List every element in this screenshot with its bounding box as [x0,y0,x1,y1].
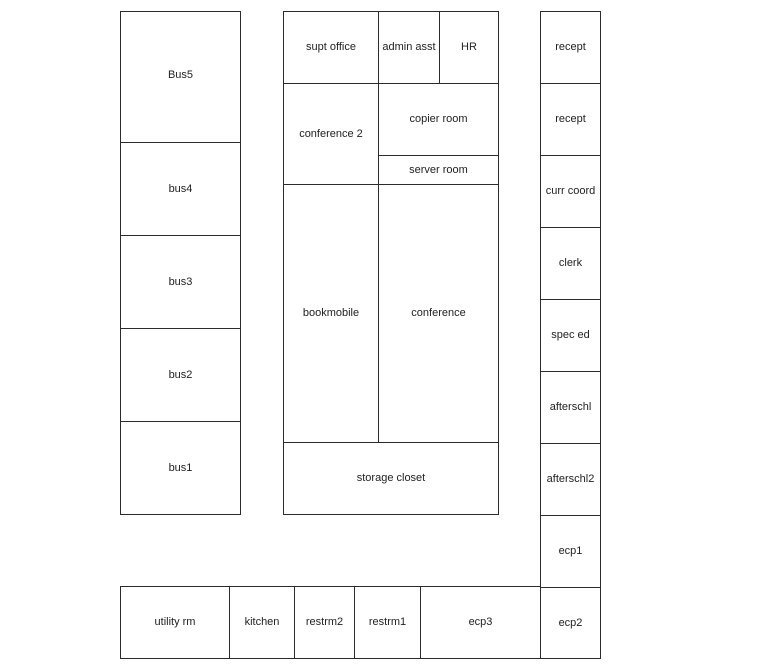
room-label: conference [411,307,466,319]
room-label: recept [555,113,586,125]
room-restrm1 [354,586,421,659]
room-afterschl2 [540,443,601,516]
room-spec-ed [540,299,601,372]
room-label: bus3 [168,275,193,288]
room-recept-1 [540,11,601,84]
room-label: bus4 [168,182,193,195]
room-admin-asst [378,11,440,84]
room-label: Bus5 [167,69,194,81]
room-label: server room [409,163,468,176]
room-bus4 [120,142,241,236]
room-curr-coord [540,155,601,228]
room-ecp2 [540,587,601,659]
room-clerk [540,227,601,300]
room-label: bus2 [168,368,193,381]
room-label: admin asst [382,41,436,53]
room-utility-rm [120,586,230,659]
room-label: HR [461,41,477,53]
room-label: restrm2 [305,616,344,628]
room-bus5 [120,11,241,143]
room-label: storage closet [356,472,426,484]
room-restrm2 [294,586,355,659]
room-label: utility rm [154,616,196,628]
room-supt-office [283,11,379,84]
room-kitchen [229,586,295,659]
room-label: curr coord [545,185,596,197]
room-storage-closet [283,442,499,515]
room-label: ecp2 [558,616,583,629]
room-server-room [378,155,499,185]
room-label: copier room [409,113,468,125]
room-label: spec ed [551,329,590,341]
room-afterschl [540,371,601,444]
room-bus1 [120,421,241,515]
room-copier-room [378,83,499,156]
room-label: afterschl2 [546,473,595,485]
room-label: supt office [306,41,356,53]
room-label: restrm1 [368,616,407,628]
room-ecp1 [540,515,601,588]
room-bookmobile [283,184,379,443]
room-label: ecp1 [558,545,583,557]
room-conference-2 [283,83,379,185]
room-label: kitchen [244,616,280,628]
room-recept-2 [540,83,601,156]
room-ecp3 [420,586,541,659]
room-label: afterschl [549,401,592,413]
room-label: bookmobile [302,307,360,319]
room-conference [378,184,499,443]
room-hr [439,11,499,84]
room-label: conference 2 [299,127,363,140]
room-bus3 [120,235,241,329]
room-label: recept [555,41,586,53]
room-label: ecp3 [468,616,493,628]
room-label: clerk [558,257,583,269]
room-bus2 [120,328,241,422]
room-label: bus1 [168,461,193,474]
